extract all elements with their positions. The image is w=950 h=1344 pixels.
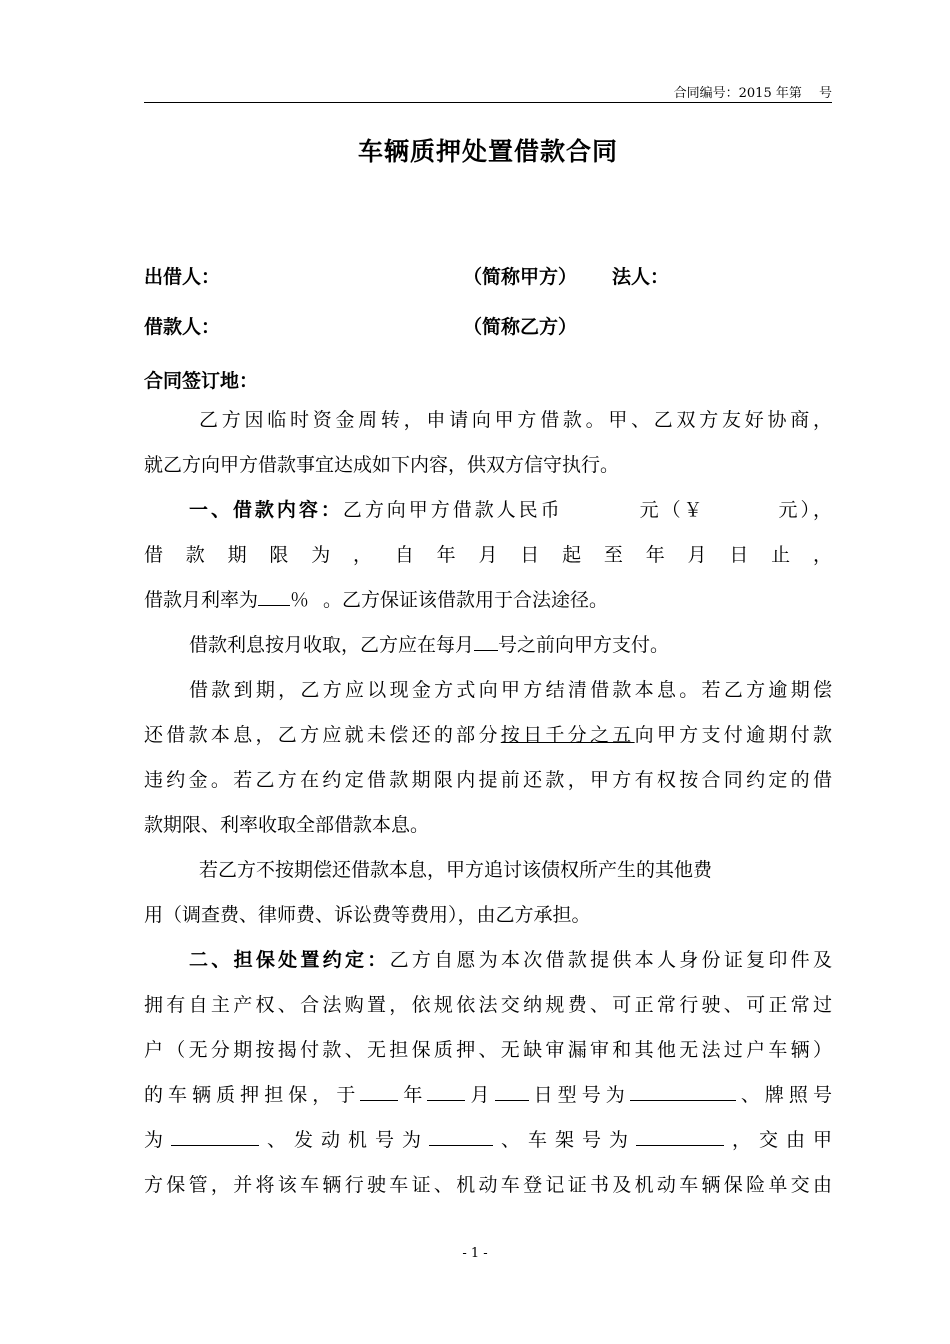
section2-line-6: 方保管，并将该车辆行驶车证、机动车登记证书及机动车辆保险单交由 bbox=[144, 1174, 832, 1196]
section1-line-2: 借款期限为，自年月日起至年月日止， bbox=[144, 544, 832, 566]
plate-number-blank bbox=[171, 1119, 259, 1146]
frame-number-blank bbox=[636, 1119, 724, 1146]
borrower-abbr: （简称乙方） bbox=[463, 316, 578, 338]
section1-para-2: 借款利息按月收取，乙方应在每月 号之前向甲方支付。 bbox=[144, 623, 832, 668]
document-title: 车辆质押处置借款合同 bbox=[357, 137, 618, 166]
section1-para-3-line-2: 还借款本息，乙方应就未偿还的部分按日千分之五向甲方支付逾期付款 bbox=[144, 724, 832, 746]
section1-para-3-line-3: 违约金。若乙方在约定借款期限内提前还款，甲方有权按合同约定的借 bbox=[144, 769, 832, 791]
section2-line-1: 二、担保处置约定：乙方自愿为本次借款提供本人身份证复印件及 bbox=[189, 949, 832, 971]
section1-para-3-line-1: 借款到期，乙方应以现金方式向甲方结清借款本息。若乙方逾期偿 bbox=[189, 679, 832, 701]
pledge-year-blank bbox=[360, 1074, 398, 1101]
engine-number-blank bbox=[429, 1119, 493, 1146]
pledge-month-blank bbox=[427, 1074, 465, 1101]
section1-para-4-line-2: 用（调查费、律师费、诉讼费等费用），由乙方承担。 bbox=[144, 904, 591, 926]
section1-heading: 一、借款内容： bbox=[189, 499, 343, 521]
section2-line-5: 为 、发动机号为 、车架号为 ，交由甲 bbox=[144, 1118, 832, 1163]
section2-heading: 二、担保处置约定： bbox=[189, 949, 390, 971]
payment-day-blank bbox=[474, 624, 498, 651]
section1-para-3-line-4: 款期限、利率收取全部借款本息。 bbox=[144, 814, 430, 836]
contract-body bbox=[144, 398, 832, 1208]
signing-place-label: 合同签订地： bbox=[144, 370, 259, 392]
section1-line-1: 一、借款内容：乙方向甲方借款人民币 元（￥ 元）， bbox=[189, 499, 832, 521]
lender-label: 出借人： bbox=[144, 266, 221, 288]
header-rule bbox=[144, 102, 832, 103]
interest-rate-blank bbox=[258, 579, 290, 606]
section1-para-4-line-1: 若乙方不按期偿还借款本息，甲方追讨该债权所产生的其他费 bbox=[199, 859, 713, 881]
section2-line-2: 拥有自主产权、合法购置，依规依法交纳规费、可正常行驶、可正常过 bbox=[144, 994, 832, 1016]
pledge-day-blank bbox=[495, 1074, 529, 1101]
page-number: - 1 - bbox=[462, 1246, 488, 1261]
penalty-rate: 按日千分之五 bbox=[500, 724, 635, 746]
borrower-label: 借款人： bbox=[144, 316, 221, 338]
intro-line-1: 乙方因临时资金周转，申请向甲方借款。甲、乙双方友好协商， bbox=[199, 409, 832, 431]
section1-line-3: 借款月利率为 ％ 。乙方保证该借款用于合法途径。 bbox=[144, 578, 832, 623]
section2-line-3: 户（无分期按揭付款、无担保质押、无缺审漏审和其他无法过户车辆） bbox=[144, 1039, 832, 1061]
contract-number: 合同编号：2015 年第 号 bbox=[673, 86, 832, 101]
lender-abbr: （简称甲方） bbox=[463, 266, 578, 288]
intro-line-2: 就乙方向甲方借款事宜达成如下内容，供双方信守执行。 bbox=[144, 454, 620, 476]
section2-line-4: 的车辆质押担保，于 年 月 日型号为 、牌照号 bbox=[144, 1073, 832, 1118]
vehicle-model-blank bbox=[630, 1074, 736, 1101]
legal-person-label: 法人： bbox=[612, 266, 670, 288]
